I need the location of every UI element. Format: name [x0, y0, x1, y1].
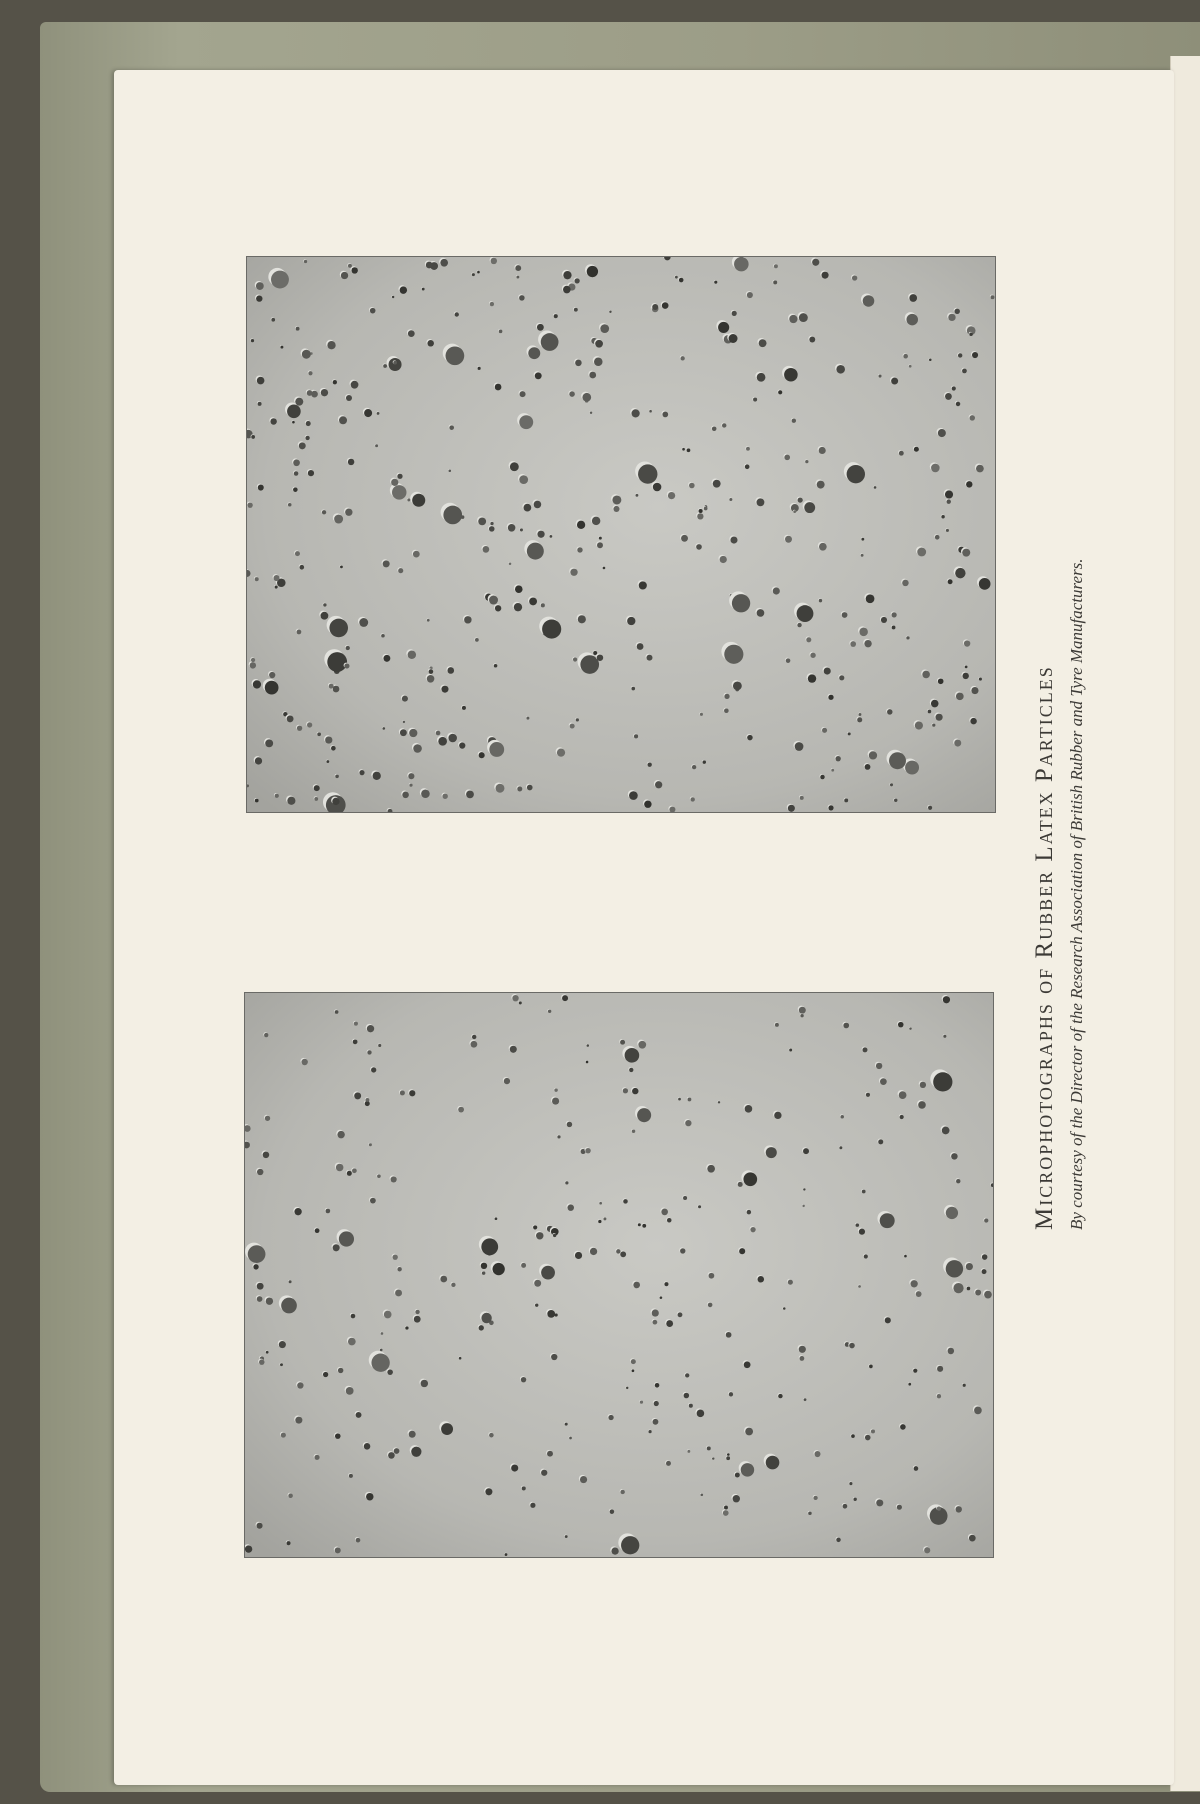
caption-title: Microphotographs of Rubber Latex Particles	[1031, 665, 1058, 1230]
micrograph-bottom	[244, 992, 994, 1558]
facing-page-edge	[1170, 56, 1200, 1791]
micrograph-top	[246, 256, 996, 813]
caption-credit: By courtesy of the Director of the Research Association of British Rubber and Tyre Manufacturers.	[1067, 558, 1086, 1230]
